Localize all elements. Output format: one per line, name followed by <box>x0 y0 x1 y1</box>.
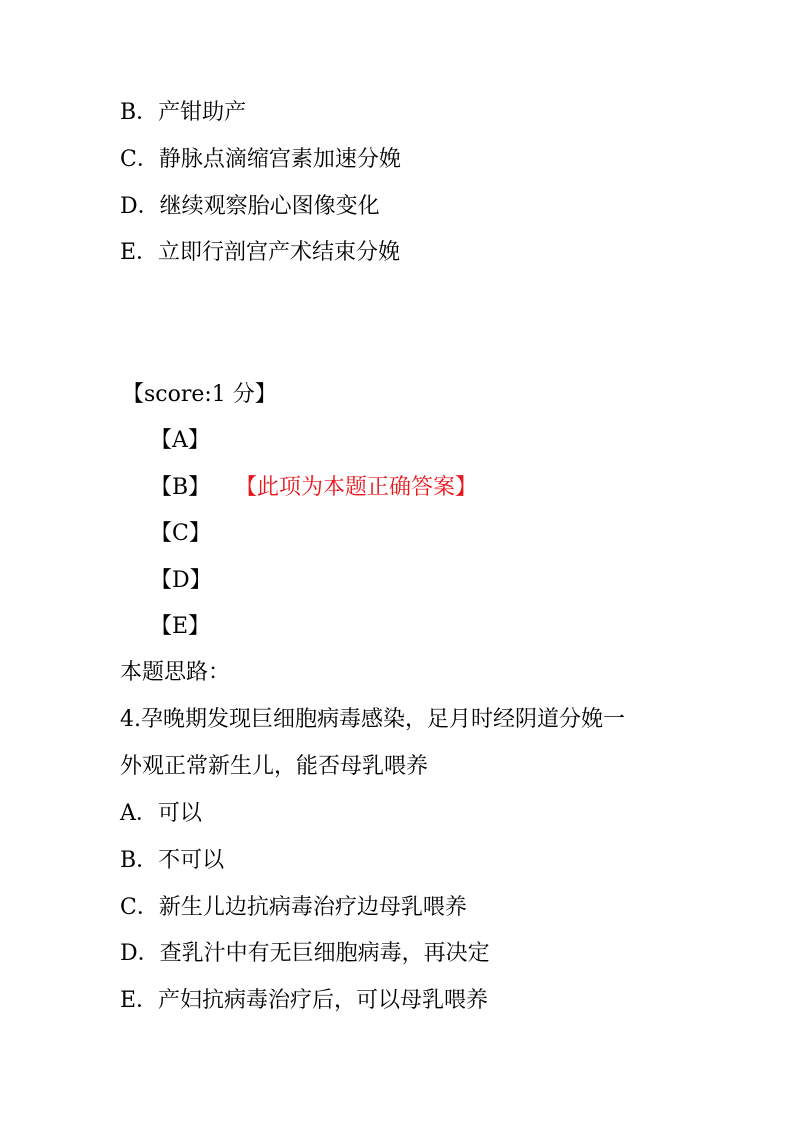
score-choice-c: 【C】 <box>150 521 211 546</box>
score-choice-b-row <box>150 473 650 503</box>
score-choice-d: 【D】 <box>150 568 212 593</box>
option-b: B．产钳助产 <box>120 100 247 125</box>
q4-option-d: D．查乳汁中有无巨细胞病毒，再决定 <box>120 941 490 966</box>
option-d: D．继续观察胎心图像变化 <box>120 194 380 219</box>
question-4-stem-line-1: 4.孕晚期发现巨细胞病毒感染，足月时经阴道分娩一 <box>120 707 625 732</box>
q4-option-c: C．新生儿边抗病毒治疗边母乳喂养 <box>120 895 467 920</box>
score-choice-a: 【A】 <box>150 428 210 453</box>
q4-option-b: B．不可以 <box>120 848 225 873</box>
score-choice-e: 【E】 <box>150 614 211 639</box>
correct-answer-note: 【此项为本题正确答案】 <box>235 475 478 500</box>
explanation-label: 本题思路： <box>120 660 231 685</box>
score-choice-b: 【B】 <box>150 475 211 500</box>
question-4-stem-line-2: 外观正常新生儿，能否母乳喂养 <box>120 754 429 779</box>
score-label: 【score:1 分】 <box>122 382 277 407</box>
q4-option-e: E．产妇抗病毒治疗后，可以母乳喂养 <box>120 988 489 1013</box>
option-c: C．静脉点滴缩宫素加速分娩 <box>120 147 401 172</box>
q4-option-a: A．可以 <box>120 801 202 826</box>
option-e: E．立即行剖宫产术结束分娩 <box>120 240 401 265</box>
